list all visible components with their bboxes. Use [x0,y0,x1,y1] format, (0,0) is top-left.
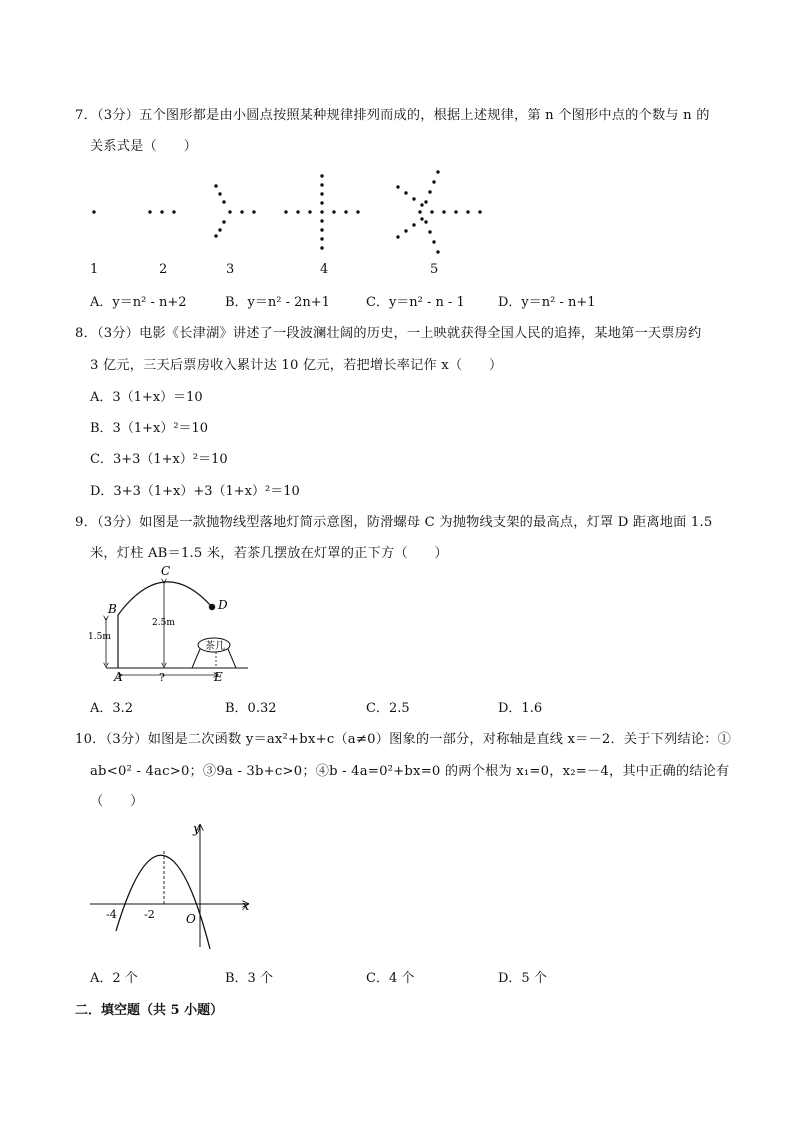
dot [320,237,323,240]
label-e: E [214,670,223,684]
label-c: C [161,564,171,578]
dot [396,235,399,238]
parabola-arm [118,582,212,615]
dot [218,228,221,231]
label-x: x [242,899,250,914]
dot [320,246,323,249]
dot [214,184,217,187]
dot [356,210,359,213]
dot [396,185,399,188]
dot [222,220,225,223]
dot [344,210,347,213]
dot [332,210,335,213]
dot [160,210,163,213]
q8-text-line2: 3 亿元，三天后票房收入累计达 10 亿元，若把增长率记作 x（ ） [90,358,503,373]
dot [320,228,323,231]
q10-text-line1: 10．（3分）如图是二次函数 y＝ax²+bx+c（a≠0）图象的一部分，对称轴是直线 x＝－2．关于下列结论：① [75,732,732,747]
dot [240,210,243,213]
label-neg2: -2 [144,908,155,921]
tea-table-leg [228,649,236,668]
dot [296,210,299,213]
q7-figure-label-5: 5 [430,262,439,277]
q10-option-b[interactable]: B．3 个 [225,971,273,986]
dot [320,174,323,177]
q8-option-a[interactable]: A．3（1+x）＝10 [90,390,203,405]
dot [320,210,323,213]
dot [478,210,481,213]
q7-figure-label-2: 2 [159,262,168,277]
q9-lamp-diagram [84,563,264,687]
dot [428,190,431,193]
dot [218,192,221,195]
parabola-curve [116,855,210,949]
q7-figure-label-4: 4 [320,262,329,277]
dot [428,230,431,233]
section-2-title: 二．填空题（共 5 小题） [75,1003,224,1018]
label-tea-table: 茶几 [205,641,225,652]
dot [308,210,311,213]
q10-option-d[interactable]: D．5 个 [498,971,547,986]
dot [404,229,407,232]
dot [432,240,435,243]
dot [214,234,217,237]
q9-text-line1: 9．（3分）如图是一款抛物线型落地灯简示意图，防滑螺母 C 为抛物线支架的最高点，灯罩 D 距离地面 1.5 [75,515,713,530]
dot [252,210,255,213]
q10-option-c[interactable]: C．4 个 [366,971,415,986]
label-neg4: -4 [106,908,117,921]
dot [320,183,323,186]
dot [420,217,423,220]
dot [432,180,435,183]
q10-option-a[interactable]: A．2 个 [90,971,138,986]
q7-option-d[interactable]: D．y＝n² - n+1 [498,295,596,310]
label-d: D [218,598,228,612]
q7-text-line1: 7．（3分）五个图形都是由小圆点按照某种规律排列而成的，根据上述规律，第 n 个图形中点的个数与 n 的 [75,108,710,123]
dot [430,210,433,213]
label-b: B [108,602,117,616]
dot [222,200,225,203]
dot [412,197,415,200]
q9-option-d[interactable]: D．1.6 [498,701,543,716]
dot [404,191,407,194]
label-unknown: ? [159,671,165,684]
dot [442,210,445,213]
dot [454,210,457,213]
q7-figure-label-3: 3 [226,262,235,277]
q7-option-a[interactable]: A．y＝n² - n+2 [90,295,187,310]
q10-parabola-graph [86,815,256,955]
dot [320,192,323,195]
tea-table-leg [192,649,200,668]
q7-option-c[interactable]: C．y＝n² - n - 1 [366,295,465,310]
label-origin: O [186,912,196,926]
dot [148,210,151,213]
dot [436,250,439,253]
dot [320,201,323,204]
dot [466,210,469,213]
dot [418,210,421,213]
q10-text-line3: （ ） [90,794,144,809]
dot [172,210,175,213]
lamp-shade-dot [209,604,215,610]
q7-text-line2: 关系式是（ ） [90,139,198,154]
q10-text-line2: ab<0² - 4ac>0；③9a - 3b+c>0；④b - 4a=0²+bx=0 的两个根为 x₁=0，x₂=－4，其中正确的结论有 [90,764,730,779]
q7-option-b[interactable]: B．y＝n² - 2n+1 [225,295,330,310]
dot [412,223,415,226]
q8-text-line1: 8．（3分）电影《长津湖》讲述了一段波澜壮阔的历史，一上映就获得全国人民的追捧，某地第一天票房约 [75,326,702,341]
q7-figure-label-1: 1 [90,262,99,277]
dot [320,219,323,222]
dot [424,220,427,223]
q8-option-d[interactable]: D．3+3（1+x）+3（1+x）²＝10 [90,484,300,499]
q9-option-b[interactable]: B．0.32 [225,701,277,716]
q9-option-a[interactable]: A．3.2 [90,701,134,716]
dot [436,170,439,173]
q8-option-c[interactable]: C．3+3（1+x）²＝10 [90,452,228,467]
label-top-height: 2.5m [152,618,175,628]
q9-text-line2: 米，灯柱 AB＝1.5 米，若茶几摆放在灯罩的正下方（ ） [90,546,448,561]
label-post-height: 1.5m [88,632,111,642]
q9-option-c[interactable]: C．2.5 [366,701,410,716]
label-y: y [193,822,201,837]
dot [92,210,95,213]
dot [228,210,231,213]
dot [284,210,287,213]
dot [420,203,423,206]
q8-option-b[interactable]: B．3（1+x）²＝10 [90,421,209,436]
label-a: A [114,670,123,684]
dot [424,200,427,203]
